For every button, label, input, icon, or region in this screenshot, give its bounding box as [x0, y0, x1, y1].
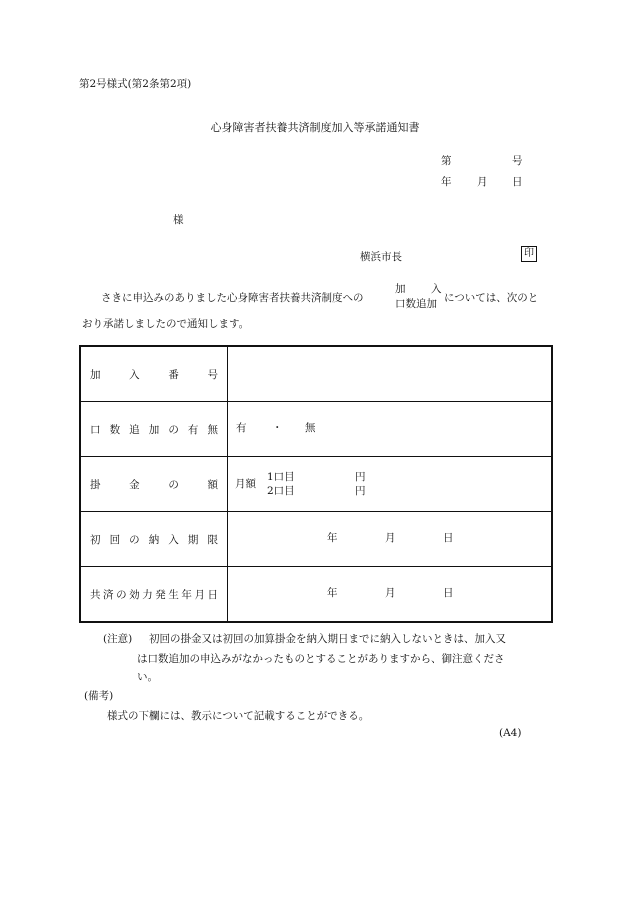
date-day: 日: [512, 176, 523, 188]
body-line1-after: については、次のと: [444, 292, 539, 304]
notes-line3: い。: [137, 671, 158, 683]
body-line1-before: さきに申込みのありました心身障害者扶養共済制度への: [101, 292, 364, 304]
label-text: 口数追加の有無: [90, 423, 218, 436]
body-stack-top-a: 加: [395, 283, 406, 295]
premium-amount-field[interactable]: [228, 457, 553, 512]
first-payment-deadline-field[interactable]: [228, 512, 553, 567]
addressee-suffix: 様: [173, 214, 184, 226]
table-row: [80, 567, 552, 623]
date-month: 月: [385, 587, 396, 599]
row-label: [80, 512, 228, 567]
remarks-label: (備考): [84, 690, 114, 702]
date-month: 月: [477, 176, 488, 188]
label-text: 共済の効力発生年月日: [90, 588, 218, 601]
option-yes[interactable]: 有: [236, 422, 247, 434]
body-stack-top-b: 入: [431, 283, 442, 295]
unit-2-label: 2口目: [267, 485, 295, 497]
date-year: 年: [441, 176, 452, 188]
row-label: [80, 457, 228, 512]
notes-line2: は口数追加の申込みがなかったものとすることがありますから、御注意くださ: [137, 653, 505, 665]
body-stack-bottom: 口数追加: [395, 298, 437, 310]
table-row: [80, 402, 552, 457]
monthly-prefix: 月額: [235, 478, 256, 490]
row-label: [80, 346, 228, 402]
yen-unit-1: 円: [355, 471, 366, 483]
date-year: 年: [327, 532, 338, 544]
effective-date-field[interactable]: [228, 567, 553, 623]
notes-label: (注意): [103, 633, 133, 645]
form-number: 第2号様式(第2条第2項): [79, 78, 192, 90]
option-separator: ・: [272, 422, 283, 434]
document-title: 心身障害者扶養共済制度加入等承諾通知書: [210, 121, 420, 134]
body-line2: おり承諾しましたので通知します。: [82, 318, 250, 330]
unit-1-label: 1口目: [267, 471, 295, 483]
doc-number-suffix: 号: [512, 155, 523, 167]
remarks-text: 様式の下欄には、教示について記載することができる。: [107, 710, 370, 722]
row-label: [80, 567, 228, 623]
seal-mark: 印: [521, 246, 537, 262]
date-day: 日: [443, 587, 454, 599]
paper-size: (A4): [499, 727, 522, 739]
membership-number-field[interactable]: [228, 346, 553, 402]
table-row: [80, 346, 552, 402]
doc-number-prefix: 第: [441, 155, 452, 167]
label-text: 初回の納入期限: [90, 533, 218, 546]
date-day: 日: [443, 532, 454, 544]
yen-unit-2: 円: [355, 485, 366, 497]
issuer-name: 横浜市長: [360, 251, 402, 263]
unit-addition-field[interactable]: [228, 402, 553, 457]
approval-form-table: [79, 345, 553, 623]
date-year: 年: [327, 587, 338, 599]
label-text: 掛金の額: [90, 478, 218, 491]
table-row: [80, 457, 552, 512]
row-label: [80, 402, 228, 457]
notes-line1: 初回の掛金又は初回の加算掛金を納入期日までに納入しないときは、加入又: [149, 633, 506, 645]
date-month: 月: [385, 532, 396, 544]
table-row: [80, 512, 552, 567]
label-text: 加入番号: [90, 368, 218, 381]
option-no[interactable]: 無: [305, 422, 316, 434]
